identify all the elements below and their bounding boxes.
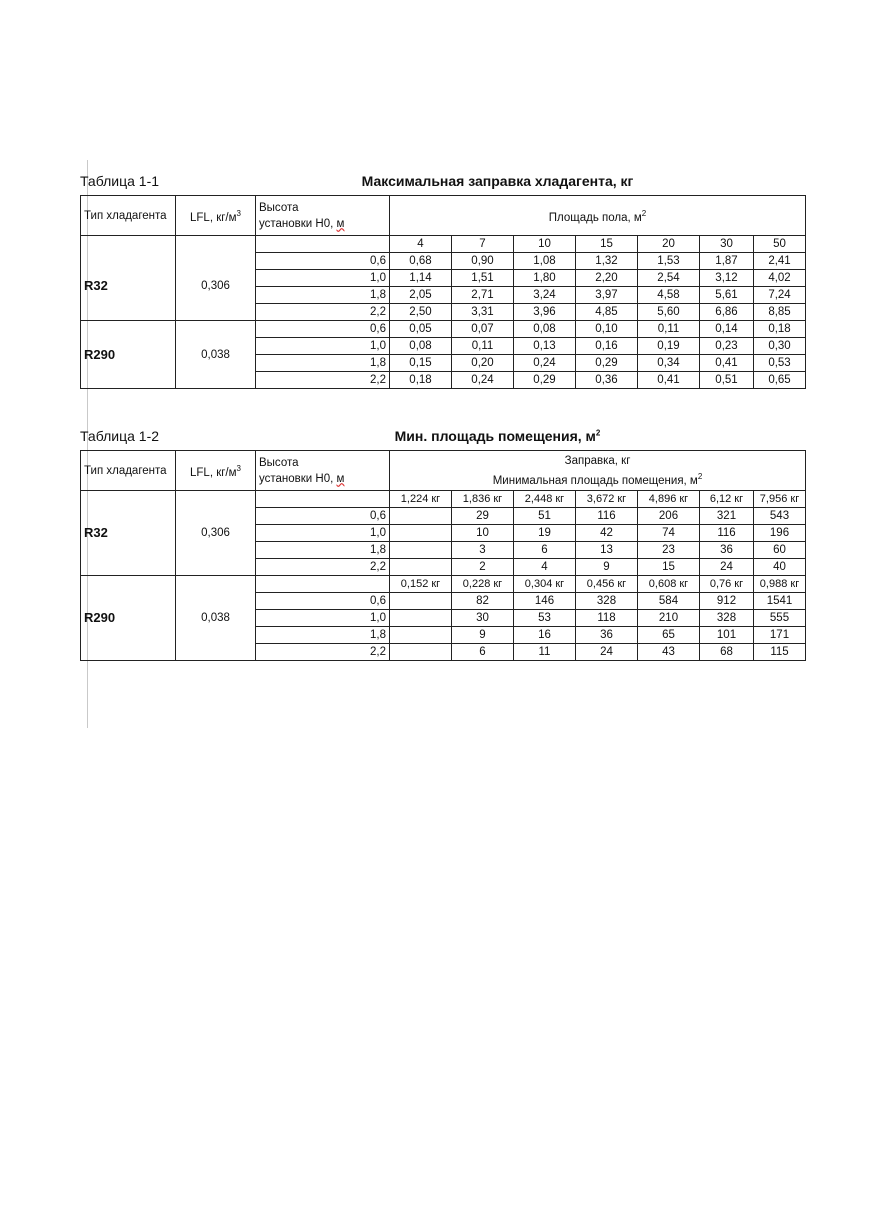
charge-value: 2,448 кг — [514, 491, 576, 508]
table-cell — [390, 542, 452, 559]
install-height: 0,6 — [256, 253, 390, 270]
table-cell: 0,11 — [452, 338, 514, 355]
empty-cell — [81, 236, 176, 253]
empty-cell — [256, 236, 390, 253]
area-value: 30 — [700, 236, 754, 253]
refrigerant-name: R32 — [81, 491, 176, 576]
table-cell: 43 — [638, 644, 700, 661]
area-values-row — [81, 236, 806, 253]
table-cell: 0,34 — [638, 355, 700, 372]
header-lfl: LFL, $кг/м^3$ — [176, 196, 256, 236]
table-cell: 0,08 — [514, 321, 576, 338]
table-cell: 0,15 — [390, 355, 452, 372]
table-cell: 2,20 — [576, 270, 638, 287]
install-height: 1,8 — [256, 355, 390, 372]
lfl-value: 0,038 — [176, 321, 256, 389]
install-height: 0,6 — [256, 508, 390, 525]
install-height: 1,0 — [256, 270, 390, 287]
table-cell — [390, 525, 452, 542]
table-cell: 3,12 — [700, 270, 754, 287]
table-cell: 101 — [700, 627, 754, 644]
table-cell: 15 — [638, 559, 700, 576]
table-cell: 2,41 — [754, 253, 806, 270]
header-refrigerant-type: Тип хладагента — [81, 451, 176, 491]
header-refrigerant-type: Тип хладагента — [81, 196, 176, 236]
table-cell: 29 — [452, 508, 514, 525]
table-cell: 321 — [700, 508, 754, 525]
table-cell: 3,31 — [452, 304, 514, 321]
table-cell: 116 — [576, 508, 638, 525]
install-height: 0,6 — [256, 593, 390, 610]
table-cell: 0,23 — [700, 338, 754, 355]
charge-values-row — [81, 576, 806, 593]
table-cell: 4 — [514, 559, 576, 576]
table-cell: 0,68 — [390, 253, 452, 270]
charge-value: 6,12 кг — [700, 491, 754, 508]
table-cell: 0,41 — [700, 355, 754, 372]
table-cell: 1,51 — [452, 270, 514, 287]
refrigerant-name: R290 — [81, 576, 176, 661]
table-cell: 0,29 — [514, 372, 576, 389]
table-cell: 4,02 — [754, 270, 806, 287]
table-cell: 0,08 — [390, 338, 452, 355]
install-height: 1,8 — [256, 287, 390, 304]
charge-value: 3,672 кг — [576, 491, 638, 508]
table-cell: 24 — [576, 644, 638, 661]
charge-value: 0,988 кг — [754, 576, 806, 593]
table-cell: 116 — [700, 525, 754, 542]
table-cell: 7,24 — [754, 287, 806, 304]
table-cell: 3,96 — [514, 304, 576, 321]
area-value: 15 — [576, 236, 638, 253]
table-cell: 8,85 — [754, 304, 806, 321]
table-cell: 16 — [514, 627, 576, 644]
charge-value: 0,76 кг — [700, 576, 754, 593]
table-row — [81, 321, 806, 338]
install-height: 2,2 — [256, 372, 390, 389]
table-cell: 36 — [576, 627, 638, 644]
install-height: 1,0 — [256, 525, 390, 542]
area-value: 50 — [754, 236, 806, 253]
table-cell: 1541 — [754, 593, 806, 610]
table-cell: 40 — [754, 559, 806, 576]
empty-cell — [176, 236, 256, 253]
table-cell: 328 — [576, 593, 638, 610]
table-cell — [390, 610, 452, 627]
table-cell: 1,08 — [514, 253, 576, 270]
table-cell — [390, 508, 452, 525]
lfl-value: 0,038 — [176, 576, 256, 661]
table-cell: 68 — [700, 644, 754, 661]
charge-value: 4,896 кг — [638, 491, 700, 508]
header-floor-area: Площадь пола, $м^2$ — [390, 196, 806, 236]
table-cell: 0,07 — [452, 321, 514, 338]
table-cell: 0,24 — [514, 355, 576, 372]
table-cell: 0,36 — [576, 372, 638, 389]
table-cell: 19 — [514, 525, 576, 542]
table-cell: 5,61 — [700, 287, 754, 304]
max-charge-table — [80, 195, 806, 389]
table-cell: 328 — [700, 610, 754, 627]
table-cell: 3,24 — [514, 287, 576, 304]
refrigerant-name: R290 — [81, 321, 176, 389]
table-cell: 53 — [514, 610, 576, 627]
table-cell: 51 — [514, 508, 576, 525]
table-cell: 0,19 — [638, 338, 700, 355]
install-height: 0,6 — [256, 321, 390, 338]
table-cell: 82 — [452, 593, 514, 610]
table-cell: 36 — [700, 542, 754, 559]
table-cell: 0,13 — [514, 338, 576, 355]
table-row — [81, 253, 806, 270]
table-cell: 2,50 — [390, 304, 452, 321]
refrigerant-name: R32 — [81, 253, 176, 321]
empty-cell — [256, 491, 390, 508]
lfl-value: 0,306 — [176, 253, 256, 321]
table-cell: 60 — [754, 542, 806, 559]
table-cell: 0,90 — [452, 253, 514, 270]
table-cell: 42 — [576, 525, 638, 542]
table-cell: 196 — [754, 525, 806, 542]
table-cell — [390, 593, 452, 610]
table-cell: 0,18 — [754, 321, 806, 338]
table-cell: 1,14 — [390, 270, 452, 287]
table-cell: 0,11 — [638, 321, 700, 338]
lfl-value: 0,306 — [176, 491, 256, 576]
table2-caption — [80, 428, 805, 450]
table-cell — [390, 627, 452, 644]
install-height: 1,8 — [256, 542, 390, 559]
table1-label: Таблица 1-1 — [80, 173, 160, 189]
install-height: 2,2 — [256, 304, 390, 321]
table-cell: 2,05 — [390, 287, 452, 304]
table-cell: 0,41 — [638, 372, 700, 389]
table-cell: 9 — [576, 559, 638, 576]
table-cell: 10 — [452, 525, 514, 542]
table-cell: 74 — [638, 525, 700, 542]
table-cell: 543 — [754, 508, 806, 525]
table-cell: 6,86 — [700, 304, 754, 321]
install-height: 1,0 — [256, 338, 390, 355]
charge-value: 0,228 кг — [452, 576, 514, 593]
install-height: 1,8 — [256, 627, 390, 644]
table-cell: 2 — [452, 559, 514, 576]
table-cell: 0,16 — [576, 338, 638, 355]
table-cell: 146 — [514, 593, 576, 610]
table-cell — [390, 644, 452, 661]
charge-value: 1,836 кг — [452, 491, 514, 508]
header-lfl: LFL, $кг/м^3$ — [176, 451, 256, 491]
table-cell: 4,58 — [638, 287, 700, 304]
table1-title: Максимальная заправка хладагента, кг — [361, 173, 634, 189]
table-cell: 2,54 — [638, 270, 700, 287]
table-cell: 0,30 — [754, 338, 806, 355]
table-cell: 0,51 — [700, 372, 754, 389]
table-cell: 115 — [754, 644, 806, 661]
empty-cell — [256, 576, 390, 593]
table-cell: 0,14 — [700, 321, 754, 338]
min-room-area-table — [80, 450, 806, 661]
table-cell: 2,71 — [452, 287, 514, 304]
area-value: 7 — [452, 236, 514, 253]
area-value: 10 — [514, 236, 576, 253]
table2-title: Мин. площадь помещения, $м^2$ — [394, 428, 601, 444]
table-cell: 555 — [754, 610, 806, 627]
table-cell: 584 — [638, 593, 700, 610]
charge-value: 1,224 кг — [390, 491, 452, 508]
table-cell: 6 — [514, 542, 576, 559]
table-cell: 0,10 — [576, 321, 638, 338]
charge-values-row — [81, 491, 806, 508]
table-cell: 11 — [514, 644, 576, 661]
table-cell: 912 — [700, 593, 754, 610]
charge-value: 0,456 кг — [576, 576, 638, 593]
table-cell: 206 — [638, 508, 700, 525]
table-cell: 5,60 — [638, 304, 700, 321]
table-cell: 65 — [638, 627, 700, 644]
header-charge: Заправка, кг Минимальная площадь помещения, $м^2$ — [390, 451, 806, 491]
table-cell: 0,53 — [754, 355, 806, 372]
install-height: 2,2 — [256, 559, 390, 576]
charge-value: 0,152 кг — [390, 576, 452, 593]
area-value: 4 — [390, 236, 452, 253]
table-cell: 13 — [576, 542, 638, 559]
table-cell: 0,29 — [576, 355, 638, 372]
table-cell: 1,80 — [514, 270, 576, 287]
header-install-height: Высота установки Н0, м — [256, 196, 390, 236]
table-cell: 30 — [452, 610, 514, 627]
area-value: 20 — [638, 236, 700, 253]
header-install-height: Высота установки Н0, м — [256, 451, 390, 491]
table-cell: 1,53 — [638, 253, 700, 270]
charge-value: 7,956 кг — [754, 491, 806, 508]
install-height: 2,2 — [256, 644, 390, 661]
table2-label: Таблица 1-2 — [80, 428, 160, 444]
table-cell: 118 — [576, 610, 638, 627]
table-cell: 9 — [452, 627, 514, 644]
table-cell: 24 — [700, 559, 754, 576]
table-cell: 6 — [452, 644, 514, 661]
charge-value: 0,608 кг — [638, 576, 700, 593]
table1-caption — [80, 173, 805, 195]
table-cell: 1,32 — [576, 253, 638, 270]
table-cell — [390, 559, 452, 576]
table-cell: 0,05 — [390, 321, 452, 338]
table-cell: 23 — [638, 542, 700, 559]
table-cell: 1,87 — [700, 253, 754, 270]
table-cell: 4,85 — [576, 304, 638, 321]
table-cell: 171 — [754, 627, 806, 644]
table-cell: 0,20 — [452, 355, 514, 372]
table-cell: 0,65 — [754, 372, 806, 389]
table-cell: 0,24 — [452, 372, 514, 389]
charge-value: 0,304 кг — [514, 576, 576, 593]
table-cell: 3,97 — [576, 287, 638, 304]
table-cell: 210 — [638, 610, 700, 627]
install-height: 1,0 — [256, 610, 390, 627]
table-cell: 3 — [452, 542, 514, 559]
table-cell: 0,18 — [390, 372, 452, 389]
